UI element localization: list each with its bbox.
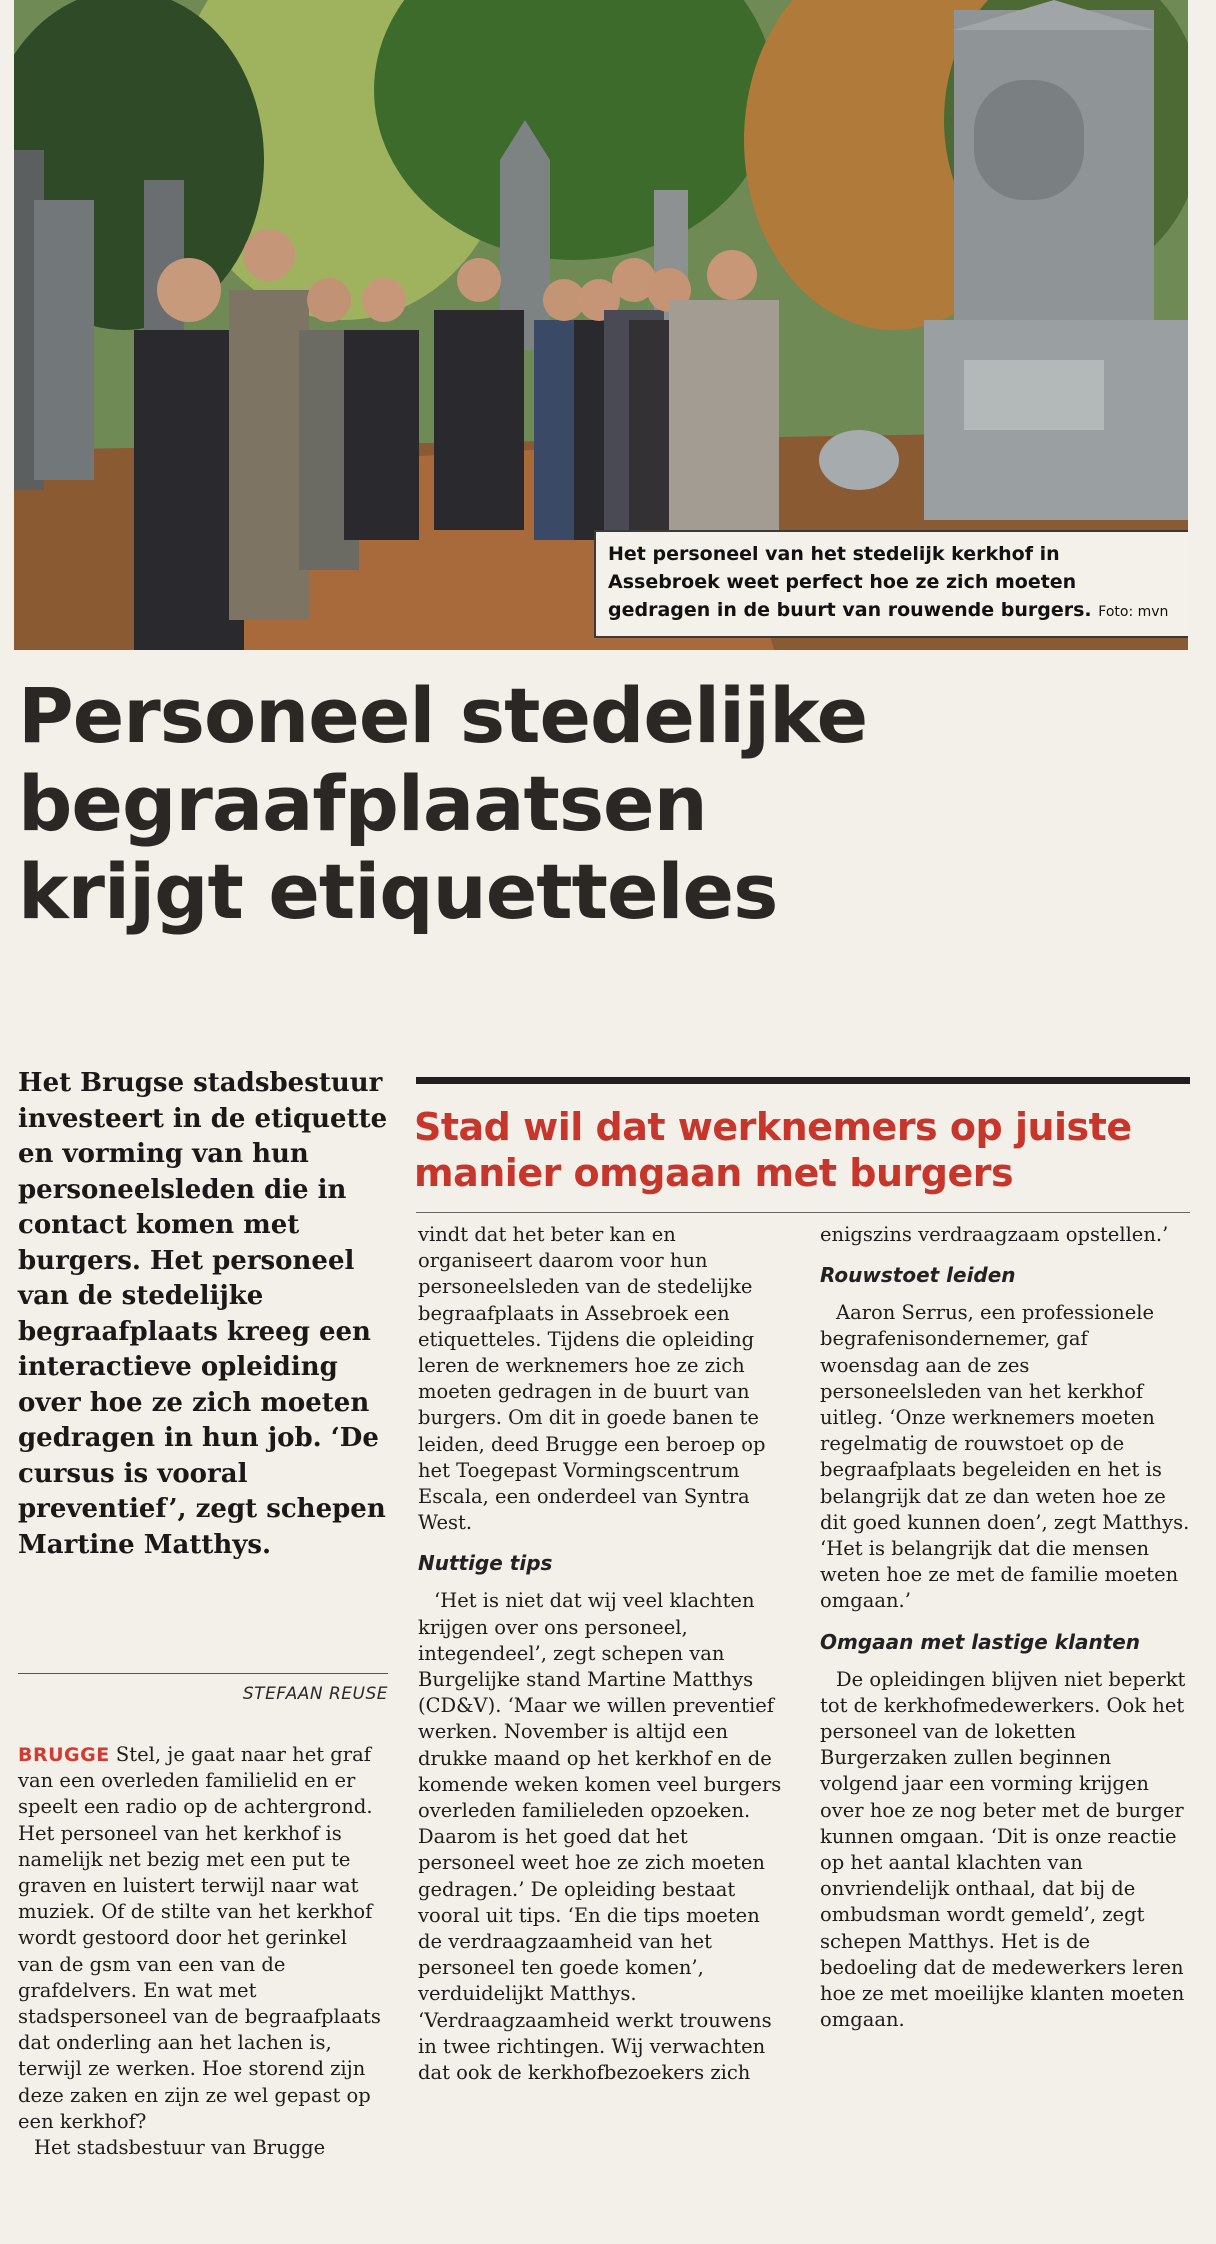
body-paragraph — [18, 1742, 388, 2135]
photo-caption — [594, 530, 1188, 638]
body-column-3 — [820, 1222, 1192, 2033]
article-headline: Personeel stedelijke begraafplaatsen krijgt etiquetteles — [18, 671, 868, 936]
article-subheadline: Stad wil dat werknemers op juiste manier omgaan met burgers — [414, 1105, 1132, 1195]
body-paragraph: vindt dat het beter kan en organiseert daarom voor hun personeelsleden van de stedelijke begraafplaats in Assebroek een etiquetteles. Tijdens die opleiding leren de werknemers hoe ze zich moeten gedragen in de buurt van burgers. Om dit in goede banen te leiden, deed Brugge een beroep op het Toegepast Vormingscentrum Escala, een onderdeel van Syntra West. — [418, 1223, 766, 1535]
body-paragraph: ‘Het is niet dat wij veel klachten krijgen over ons personeel, integendeel’, zegt schepen van Burgelijke stand Martine Matthys (CD&V). ‘Maar we willen preventief werken. November is altijd een drukke maand op het kerkhof en de komende weken komen veel burgers overleden familieleden opzoeken. Daarom is het goed dat het personeel weet hoe ze zich moeten gedragen.’ De opleiding bestaat vooral uit tips. ‘En die tips moeten de verdraagzaamheid van het personeel ten goede komen’, verduidelijkt Matthys. ‘Verdraagzaamheid werkt trouwens in twee richtingen. Wij verwachten dat ook de kerkhofbezoekers zich — [418, 1589, 782, 2085]
section-rule — [416, 1077, 1190, 1084]
crosshead-lastige-klanten: Omgaan met lastige klanten — [820, 1629, 1141, 1654]
body-paragraph: Aaron Serrus, een professionele begrafenisondernemer, gaf woensdag aan de zes personeelsleden van het kerkhof uitleg. ‘Onze werknemers moeten regelmatig de rouwstoet op de begraafplaats begeleiden en het is belangrijk dat ze dan weten hoe ze dit goed kunnen doen’, zegt Matthys. ‘Het is belangrijk dat die mensen weten hoe ze met de familie moeten omgaan.’ — [820, 1301, 1190, 1613]
caption-text: Het personeel van het stedelijk kerkhof in Assebroek weet perfect hoe ze zich moeten gedragen in de buurt van rouwende burgers. — [608, 543, 1092, 621]
article-byline: STEFAAN REUSE — [242, 1684, 388, 1704]
dateline: BRUGGE — [18, 1744, 110, 1766]
body-paragraph: Het stadsbestuur van Brugge — [34, 2136, 326, 2160]
article-intro: Het Brugse stadsbestuur investeert in de etiquette en vorming van hun personeelsleden die in contact komen met burgers. Het personeel van de stedelijke begraafplaats kreeg een interactieve opleiding over hoe ze zich moeten gedragen in hun job. ‘De cursus is vooral preventief’, zegt schepen Martine Matthys. — [18, 1068, 388, 1560]
body-paragraph: enigszins verdraagzaam opstellen.’ — [820, 1223, 1169, 1246]
article-photo — [14, 0, 1188, 650]
crosshead-nuttige-tips: Nuttige tips — [418, 1551, 553, 1576]
body-column-2 — [418, 1222, 786, 2086]
subhead-divider — [416, 1212, 1190, 1213]
paragraph-text: Stel, je gaat naar het graf van een overleden familielid en er speelt een radio op de achtergrond. Het personeel van het kerkhof is namelijk net bezig met een put te graven en luistert terwijl naar wat muziek. Of de stilte van het kerkhof wordt gestoord door het gerinkel van de gsm van een van de grafdelvers. En wat met stadspersoneel van de begraafplaats dat onderling aan het lachen is, terwijl ze werken. Hoe storend zijn deze zaken en zijn ze wel gepast op een kerkhof? — [18, 1743, 381, 2133]
crosshead-rouwstoet-leiden: Rouwstoet leiden — [820, 1263, 1016, 1288]
body-paragraph: De opleidingen blijven niet beperkt tot de kerkhofmedewerkers. Ook het personeel van de loketten Burgerzaken zullen beginnen volgend jaar een vorming krijgen over hoe ze nog beter met de burger kunnen omgaan. ‘Dit is onze reactie op het aantal klachten van onvriendelijk onthaal, dat bij de ombudsman wordt gemeld’, zegt schepen Matthys. Het is de bedoeling dat de medewerkers leren hoe ze met moeilijke klanten moeten omgaan. — [820, 1667, 1186, 2032]
body-column-1 — [18, 1742, 388, 2161]
photo-credit: Foto: mvn — [1098, 604, 1169, 620]
byline-divider — [18, 1673, 388, 1674]
